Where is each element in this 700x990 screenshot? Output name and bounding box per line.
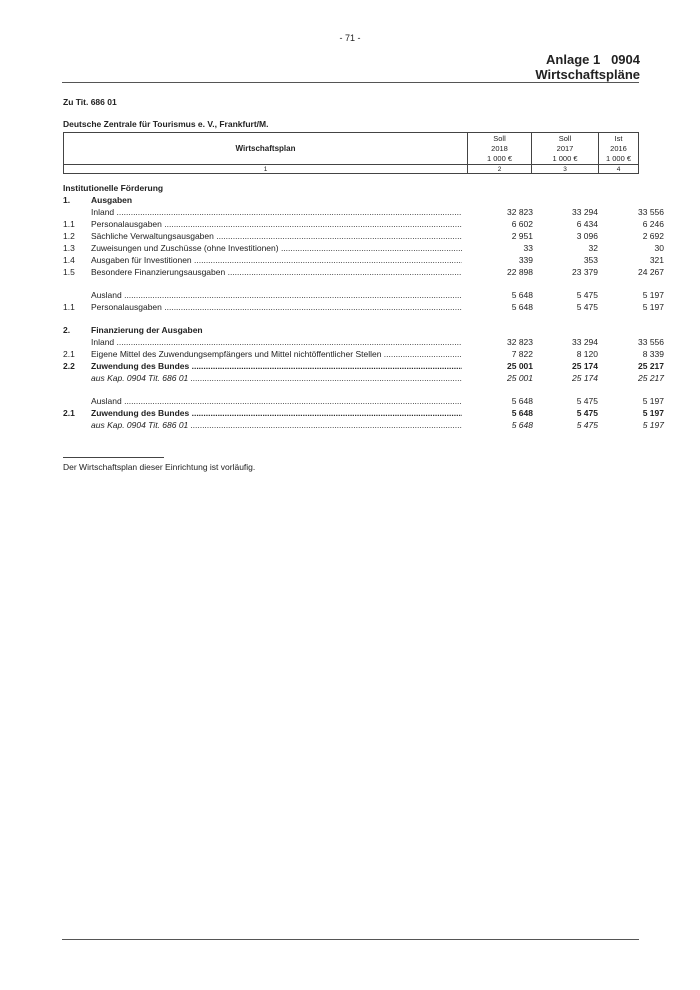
row-value-3: 8 120 (576, 349, 598, 359)
row-value-3: 6 434 (576, 219, 598, 229)
row-label: Ausgaben für Investitionen ..... (91, 254, 462, 266)
organization-name: Deutsche Zentrale für Tourismus e. V., Frankfurt/M. (63, 119, 269, 129)
column-header-soll-2017 (531, 132, 599, 165)
footnote-divider (63, 457, 164, 458)
row-value-2: 25 001 (507, 361, 533, 371)
table-row (63, 360, 664, 372)
col-unit: 1 000 € (486, 154, 513, 163)
row-value-3: 33 294 (572, 207, 598, 217)
table-row (63, 182, 639, 194)
anlage-label: Anlage 1 (546, 52, 601, 67)
row-value-4: 321 (649, 255, 664, 265)
row-value-4: 2 692 (642, 231, 664, 241)
row-label: Zuwendung des Bundes ..... (91, 360, 462, 372)
row-spacer (63, 313, 639, 324)
row-number: 2. (63, 325, 71, 335)
header-wirtschaftsplan: Wirtschaftsplan (63, 132, 468, 165)
row-number: 2.1 (63, 408, 75, 418)
row-label: Finanzierung der Ausgaben (91, 325, 203, 335)
row-label: aus Kap. 0904 Tit. 686 01 ..... (91, 419, 462, 431)
row-value-4: 5 197 (642, 420, 664, 430)
row-value-2: 25 001 (507, 373, 533, 383)
row-number: 1.5 (63, 267, 75, 277)
anlage-line (535, 52, 640, 67)
row-label: Eigene Mittel des Zuwendungsempfängers und Mittel nichtöffentlicher Stellen ..... (91, 348, 462, 360)
table-row (63, 372, 664, 384)
row-value-2: 6 602 (511, 219, 533, 229)
row-value-4: 24 267 (638, 267, 664, 277)
column-number-1: 1 (63, 164, 468, 174)
table-row (63, 289, 664, 301)
table-row (63, 324, 639, 336)
table-row (63, 266, 664, 278)
row-number: 1. (63, 195, 71, 205)
row-value-3: 23 379 (572, 267, 598, 277)
page-header (535, 52, 640, 82)
row-value-4: 6 246 (642, 219, 664, 229)
row-value-2: 5 648 (511, 396, 533, 406)
col-year: 2017 (556, 144, 574, 153)
col-label: Ist (614, 134, 623, 143)
row-value-2: 5 648 (511, 408, 533, 418)
row-number: 1.1 (63, 302, 75, 312)
row-label: Besondere Finanzierungsausgaben ..... (91, 266, 462, 278)
row-value-3: 33 294 (572, 337, 598, 347)
footnote: Der Wirtschaftsplan dieser Einrichtung ist vorläufig. (63, 462, 256, 472)
column-number-3: 3 (531, 164, 599, 174)
table-row (63, 230, 664, 242)
row-value-4: 5 197 (642, 302, 664, 312)
table-row (63, 254, 664, 266)
row-number: 1.2 (63, 231, 75, 241)
row-number: 1.4 (63, 255, 75, 265)
table-row (63, 242, 664, 254)
table-row (63, 336, 664, 348)
row-value-2: 33 (523, 243, 533, 253)
row-value-4: 5 197 (642, 290, 664, 300)
row-value-4: 5 197 (642, 408, 664, 418)
row-value-2: 32 823 (507, 207, 533, 217)
row-number: 2.2 (63, 361, 75, 371)
row-number: 1.3 (63, 243, 75, 253)
row-label: Inland ..... (91, 336, 462, 348)
header-title: Wirtschaftspläne (535, 67, 640, 82)
page-bottom-divider (62, 939, 639, 940)
zu-titel: Zu Tit. 686 01 (63, 97, 117, 107)
row-value-4: 33 556 (638, 207, 664, 217)
row-label: aus Kap. 0904 Tit. 686 01 ..... (91, 372, 462, 384)
row-value-2: 5 648 (511, 290, 533, 300)
col-year: 2018 (491, 144, 508, 153)
row-value-4: 5 197 (642, 396, 664, 406)
row-label: Ausland ..... (91, 289, 462, 301)
row-value-4: 25 217 (638, 361, 664, 371)
row-value-3: 5 475 (576, 396, 598, 406)
row-label: Personalausgaben ..... (91, 218, 462, 230)
row-value-4: 33 556 (638, 337, 664, 347)
col-unit: 1 000 € (605, 154, 632, 163)
table-body (63, 182, 664, 431)
row-number: 1.1 (63, 219, 75, 229)
header-divider (62, 82, 639, 83)
row-value-2: 7 822 (511, 349, 533, 359)
row-value-2: 2 951 (511, 231, 533, 241)
table-row (63, 194, 639, 206)
row-number: 2.1 (63, 349, 75, 359)
chapter-code: 0904 (611, 52, 640, 67)
row-value-4: 25 217 (638, 373, 664, 383)
row-label: Ausgaben (91, 195, 133, 205)
table-row (63, 419, 664, 431)
table-row (63, 206, 664, 218)
table-header (63, 132, 639, 174)
row-value-3: 32 (588, 243, 598, 253)
col-label: Soll (558, 134, 572, 143)
col-label: Soll (493, 134, 506, 143)
row-value-2: 339 (518, 255, 533, 265)
row-label: Sächliche Verwaltungsausgaben ..... (91, 230, 462, 242)
row-spacer (63, 278, 639, 289)
row-value-2: 22 898 (507, 267, 533, 277)
row-value-2: 5 648 (511, 302, 533, 312)
row-value-3: 3 096 (576, 231, 598, 241)
column-number-2: 2 (467, 164, 532, 174)
column-number-4: 4 (598, 164, 639, 174)
row-label: Zuwendung des Bundes ..... (91, 407, 462, 419)
row-label: Institutionelle Förderung (63, 183, 164, 193)
table-row (63, 218, 664, 230)
row-label: Zuweisungen und Zuschüsse (ohne Investitionen) ..... (91, 242, 462, 254)
row-value-3: 5 475 (576, 408, 598, 418)
row-label: Personalausgaben ..... (91, 301, 462, 313)
row-value-3: 5 475 (576, 290, 598, 300)
row-value-3: 25 174 (572, 373, 598, 383)
column-header-soll-2018 (467, 132, 532, 165)
row-spacer (63, 384, 639, 395)
row-label: Inland ..... (91, 206, 462, 218)
row-label: Ausland ..... (91, 395, 462, 407)
row-value-3: 5 475 (576, 302, 598, 312)
row-value-2: 32 823 (507, 337, 533, 347)
row-value-2: 5 648 (511, 420, 533, 430)
col-unit: 1 000 € (552, 154, 578, 163)
row-value-4: 30 (654, 243, 664, 253)
row-value-3: 25 174 (572, 361, 598, 371)
col-year: 2016 (610, 144, 627, 153)
page-number: - 71 - (339, 33, 361, 43)
row-value-3: 353 (583, 255, 598, 265)
table-row (63, 301, 664, 313)
table-row (63, 395, 664, 407)
table-row (63, 348, 664, 360)
row-value-3: 5 475 (576, 420, 598, 430)
table-row (63, 407, 664, 419)
row-value-4: 8 339 (642, 349, 664, 359)
column-header-ist-2016 (598, 132, 639, 165)
